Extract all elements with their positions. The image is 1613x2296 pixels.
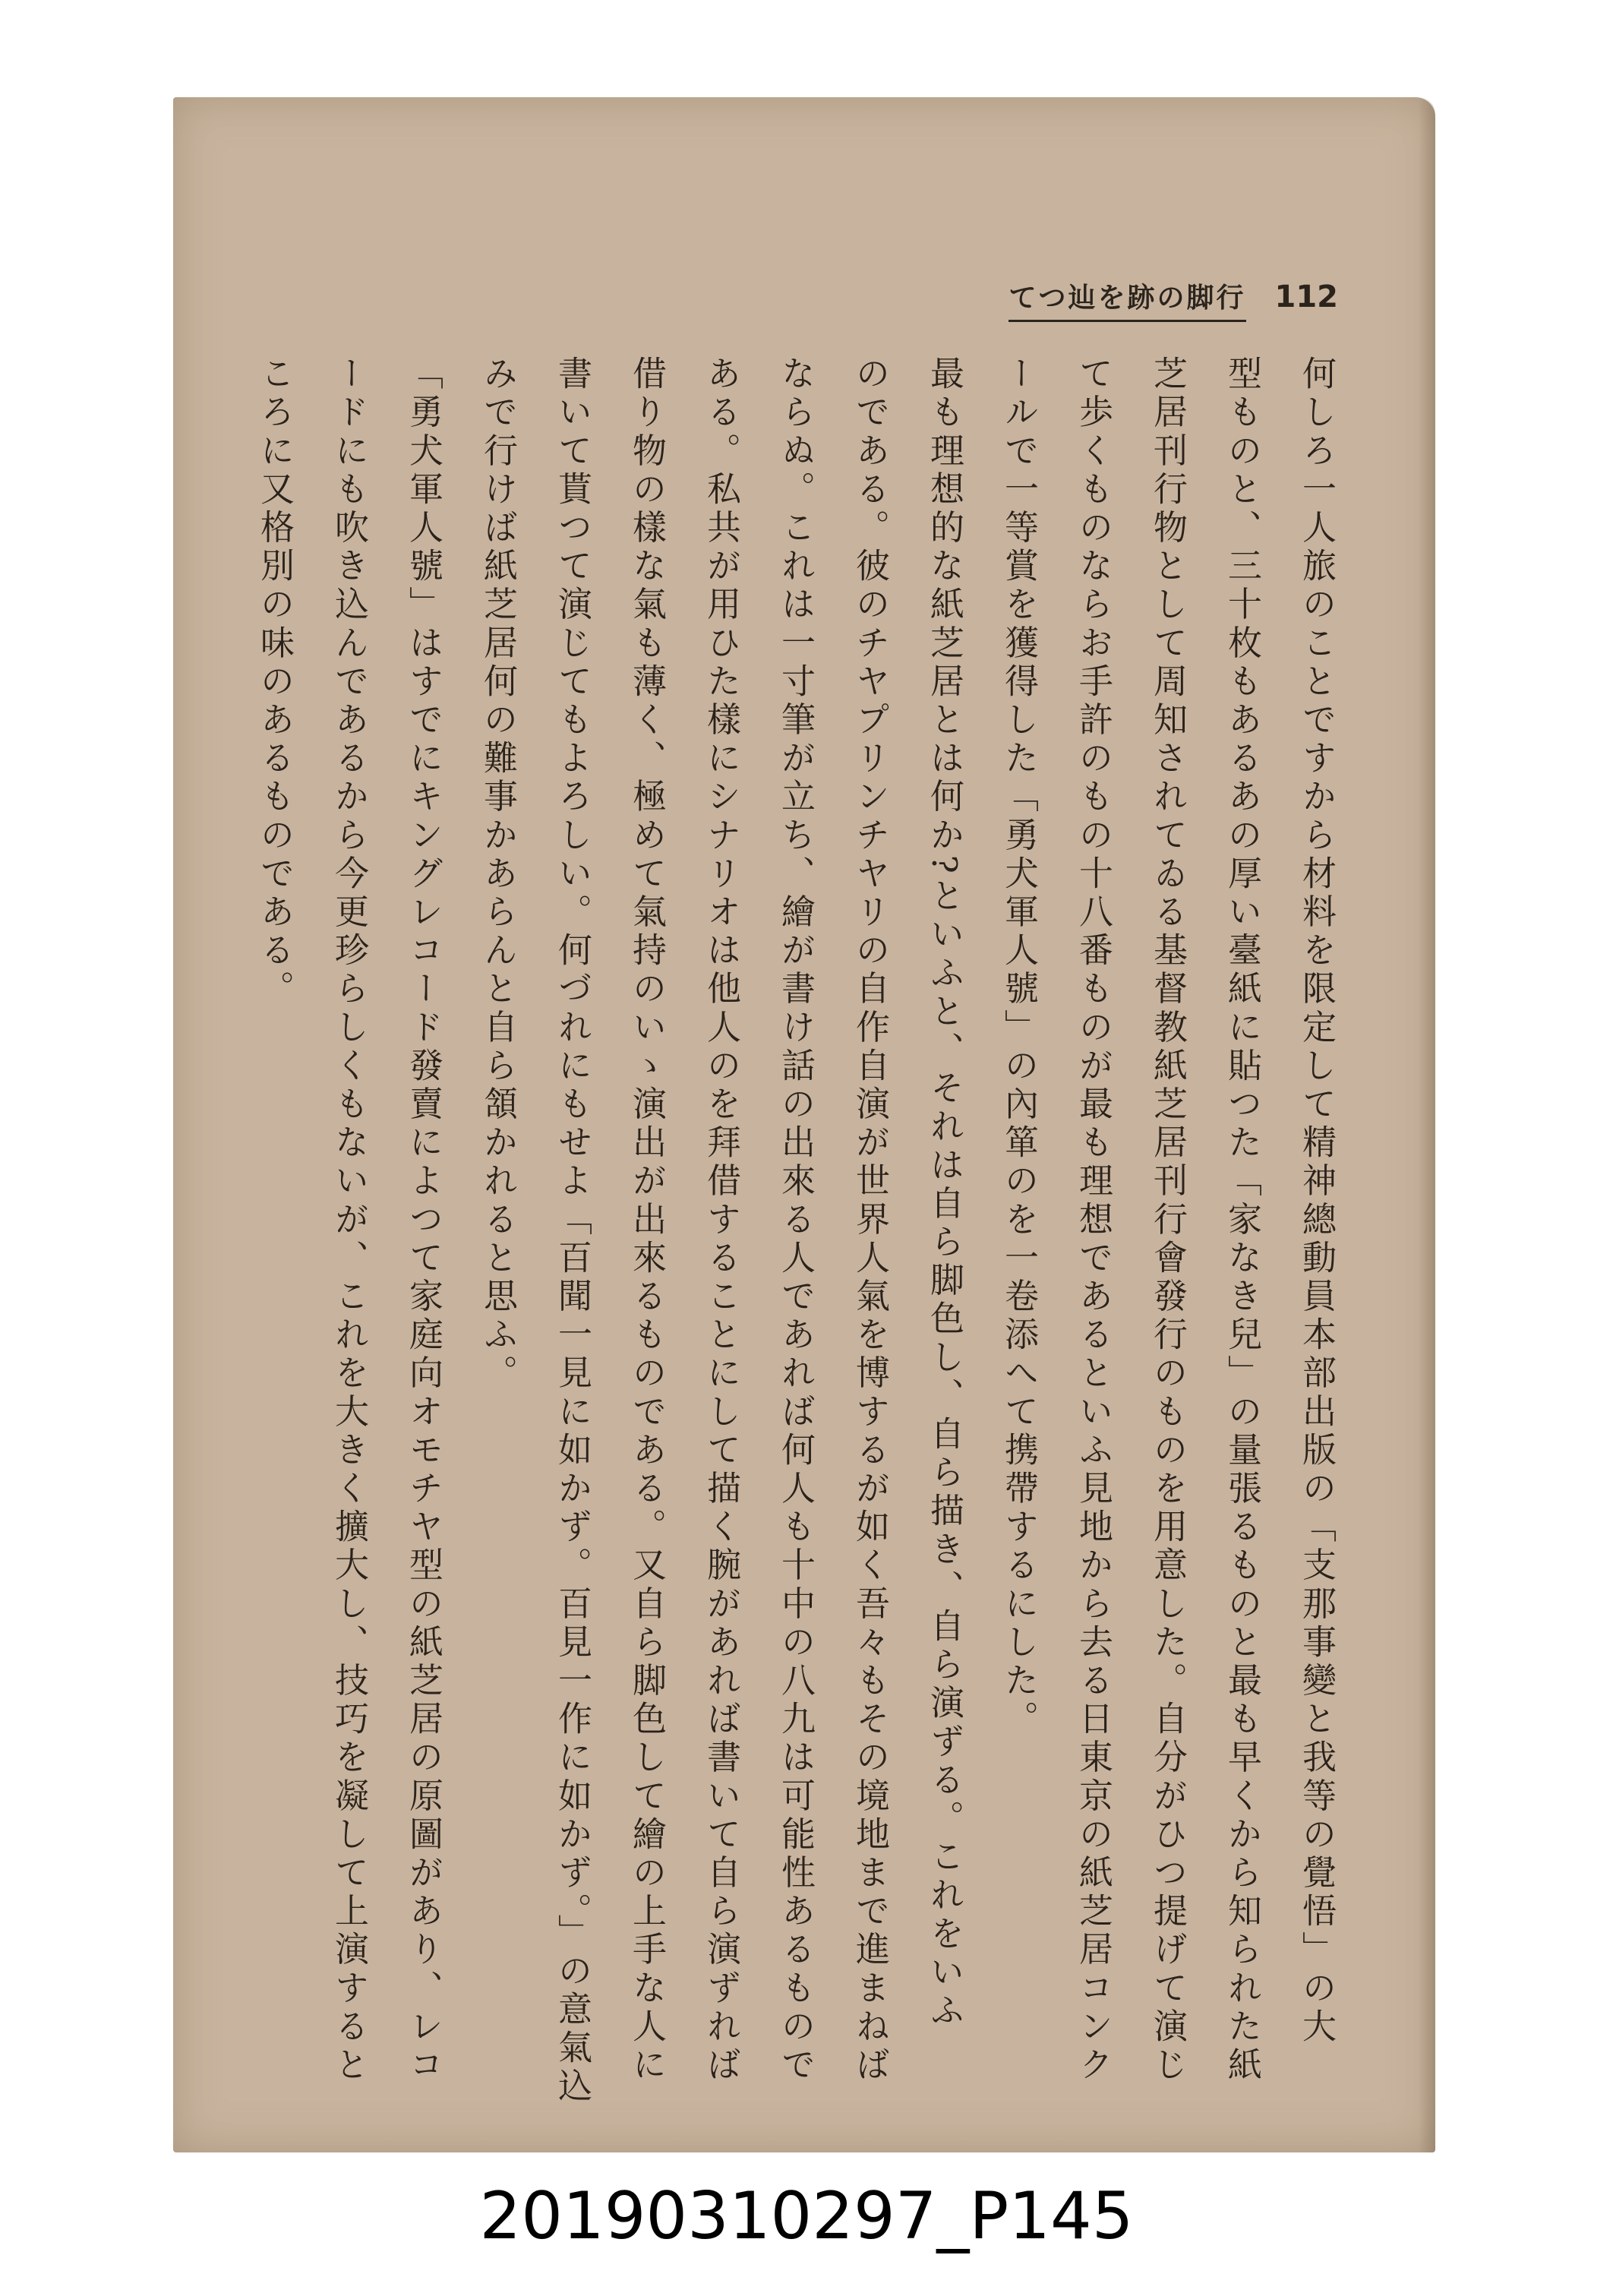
running-title: てつ辿を跡の脚行 [1009,276,1245,322]
text-column: 芝居刊行物として周知されてゐる基督教紙芝居刊行會發行のものを用意した。自分がひつ提げて演じ [1147,355,1188,2085]
text-column: ならぬ。これは一寸筆が立ち、繪が書け話の出來る人であれば何人も十中の八九は可能性あるもので [775,355,816,2085]
text-column: ールで一等賞を獲得した「勇犬軍人號」の內箪のを一卷添へて携帶するにした。 [999,355,1039,1739]
text-column: ードにも吹き込んであるから今更珍らしくもないが、これを大きく擴大し、技巧を凝して上演すると [329,355,369,2085]
text-column: 書いて貰つて演じてもよろしい。何づれにもせよ「百聞一見に如かず。百見一作に如かず。」の意氣込 [552,355,592,2107]
text-column: て歩くものならお手許のもの十八番ものが最も理想であるといふ見地から去る日東京の紙芝居コンク [1073,355,1113,2085]
text-column: のである。彼のチヤプリンチヤリの自作自演が世界人氣を博するが如く吾々もその境地まで進まねば [850,355,890,2085]
text-column: 型ものと、三十枚もあるあの厚い臺紙に貼つた「家なき兒」の量張るものと最も早くから知られた紙 [1222,355,1262,2085]
archive-id-caption: 20190310297_P145 [479,2178,1134,2254]
book-page [173,97,1435,2152]
text-column: ころに又格別の味のあるものである。 [254,355,295,1009]
text-column: みで行けば紙芝居何の難事かあらんと自ら頷かれると思ふ。 [478,355,518,1394]
text-column: 最も理想的な紙芝居とは何か?といふと、それは自ら脚色し、自ら描き、自ら演ずる。これをいふ [924,355,964,2031]
text-column: 借り物の樣な氣も薄く、極めて氣持のいゝ演出が出來るものである。又自ら脚色して繪の上手な人に [627,355,667,2085]
text-column: 何しろ一人旅のことですから材料を限定して精神總動員本部出版の「支那事變と我等の覺悟」の大 [1296,355,1337,2047]
running-head [1009,276,1338,322]
text-column: ある。私共が用ひた樣にシナリオは他人のを拜借することにして描く腕があれば書いて自ら演ずれば [701,355,741,2085]
text-column: 「勇犬軍人號」はすでにキングレコード發賣によつて家庭向オモチヤ型の紙芝居の原圖があり、レコ [403,355,443,2085]
vertical-body-text [237,355,1353,2107]
page-number: 112 [1274,279,1338,314]
page-edge-shade [1419,97,1435,2152]
